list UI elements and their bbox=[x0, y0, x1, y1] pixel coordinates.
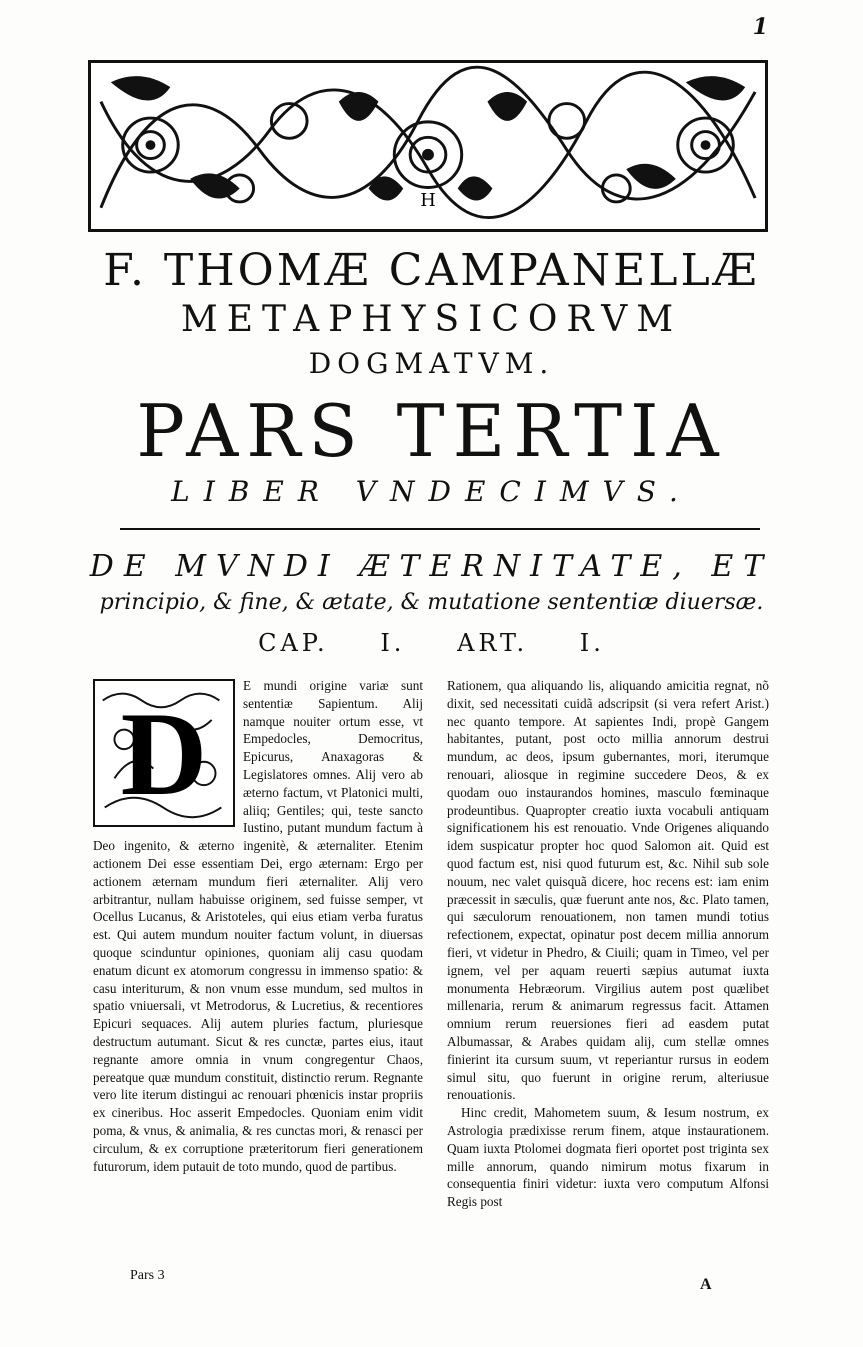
divider-rule bbox=[120, 528, 760, 530]
chapter-label: CAP. I. bbox=[258, 629, 406, 657]
left-column-text: E mundi origine variæ sunt sententiæ Sapientum. Alij namque nouiter ortum esse, vt Empedocles, Democritus, Epicurus, Anaxagoras & Legislatores omnes. Alij vero ab æterno factum, vt Platonici multi, aliiq; Gentiles; qui, teste sancto Iustino, putant mundum factum à Deo ingenito, & æterno ingenitè, & æternaliter. Etenim actionem Dei esse essentiam Dei, ergo æternam: Ergo per actionem æternam mundum fieri æternaliter. Alij vero arbitrantur, nullam habuisse originem, sed fuisse semper, vt Ocellus Lucanus, & Aristoteles, qui eius etiam verba furatus est. Qui autem mundum nouiter factum volunt, in diuersas quoque scinduntur opiniones, quoniam alij casu quodam enatum dicunt ex atomorum congressu in immensο spatio: & casu interiturum, & non vnum esse mundum, sed multos in spatio vniuersali, vt Metrodorus, & Lucretius, & recentiores Epicuri sequaces. Alij autem pluries factum, pluriesque destructum autumant. Sicut & res cunctæ, partes eius, itaut regnante amore omnia in vnum congregentur Chaos, pereatque quæ mundum constituit, distinctio rerum. Regnante vero lite iterum distingui ac renouari phœnicis instar propriis ex cineribus. Hoc asserit Empedocles. Quoniam enim vidit poma, & vnus, & animalia, & res cunctas mori, & renasci per circulum, & ex corruptione præteritorum fieri generationem futurorum, idem putauit de toto mundo, quod de partibus. bbox=[93, 678, 423, 1174]
title-work: METAPHYSICORVM bbox=[180, 299, 683, 340]
page-number: 1 bbox=[752, 14, 768, 40]
title-book: LIBER VNDECIMVS. bbox=[171, 475, 692, 508]
left-column bbox=[93, 677, 423, 1175]
ornamental-headpiece bbox=[88, 60, 768, 232]
chapter-article-row bbox=[0, 628, 863, 658]
decorated-initial bbox=[93, 679, 235, 827]
section-subheading: principio, & fine, & ætate, & mutatione sententiæ diuersæ. bbox=[99, 590, 764, 615]
svg-text:H: H bbox=[420, 191, 436, 211]
right-column-paragraph-1: Rationem, qua aliquando lis, aliquando amicitia regnat, nõ dixit, sed necessitati cuidã adscripsit (si vera refert Arist.) nec quanto tempore. At sapientes Indi, propè Gangem habitantes, putant, post octo millia annorum destrui mundum, ac deos, ipsum gubernantes, mori, iterumque renouari, aliosque in regimine succedere Deos, & ex quodam ouo instaurandos homines, masculo fœminaque prodeuntibus. Quapropter creatio iuxta vocabuli antiquam significationem his est renouatio. Vnde Origenes aliquando idem suspicatur propter hoc quod Salomon ait. Quid est quod factum est, nisi quod futurum est, &c. Nihil sub sole nouum, nec valet quisquã dicere, hoc recens est: iam enim præcessit in sæculis, quæ fuerunt ante nos, &c. Plato tamen, qui sæculorum renouationem, non tamen mundi totius refectionem, expectat, opinatur post decem millia annorum fieri, vt videtur in Phedro, & Ciuili; quam in Timeo, vel per ignem, vel per aquam reuerti sæpius autumat iuxta monumenta Hebræorum. Virgilius autem post quælibet millenaria, rerum & animarum regressus facit. Attamen omnium rerum reuersiones fieri ad easdem putat Albumassar, & Arabes quidam alij, cum stellæ omnes finierint ita cursum suum, vt reperiantur rursus in eodem simul situ, quo fuerunt in origine rerum, alteriusue renouationis. bbox=[447, 678, 769, 1103]
title-part: PARS TERTIA bbox=[136, 389, 727, 473]
dropcap-letter: D bbox=[120, 687, 208, 820]
signature-mark: Pars 3 bbox=[130, 1268, 165, 1283]
title-author: F. THOMÆ CAMPANELLÆ bbox=[103, 245, 760, 296]
section-heading: DE MVNDI ÆTERNITATE, ET bbox=[89, 549, 774, 584]
catchword: A bbox=[700, 1276, 712, 1293]
right-column-paragraph-2: Hinc credit, Mahometem suum, & Iesum nostrum, ex Astrologia prædixisse rerum finem, atque instaurationem. Quam iuxta Ptolomei dogmata fieri oportet post triginta sex mille annorum, quando nimirum motus fixarum in consequentia finiri videtur: iuxta vero computum Alfonsi Regis post bbox=[447, 1105, 769, 1210]
right-column bbox=[447, 677, 769, 1211]
title-work-2: DOGMATVM. bbox=[308, 347, 555, 380]
article-label: ART. I. bbox=[457, 629, 605, 657]
